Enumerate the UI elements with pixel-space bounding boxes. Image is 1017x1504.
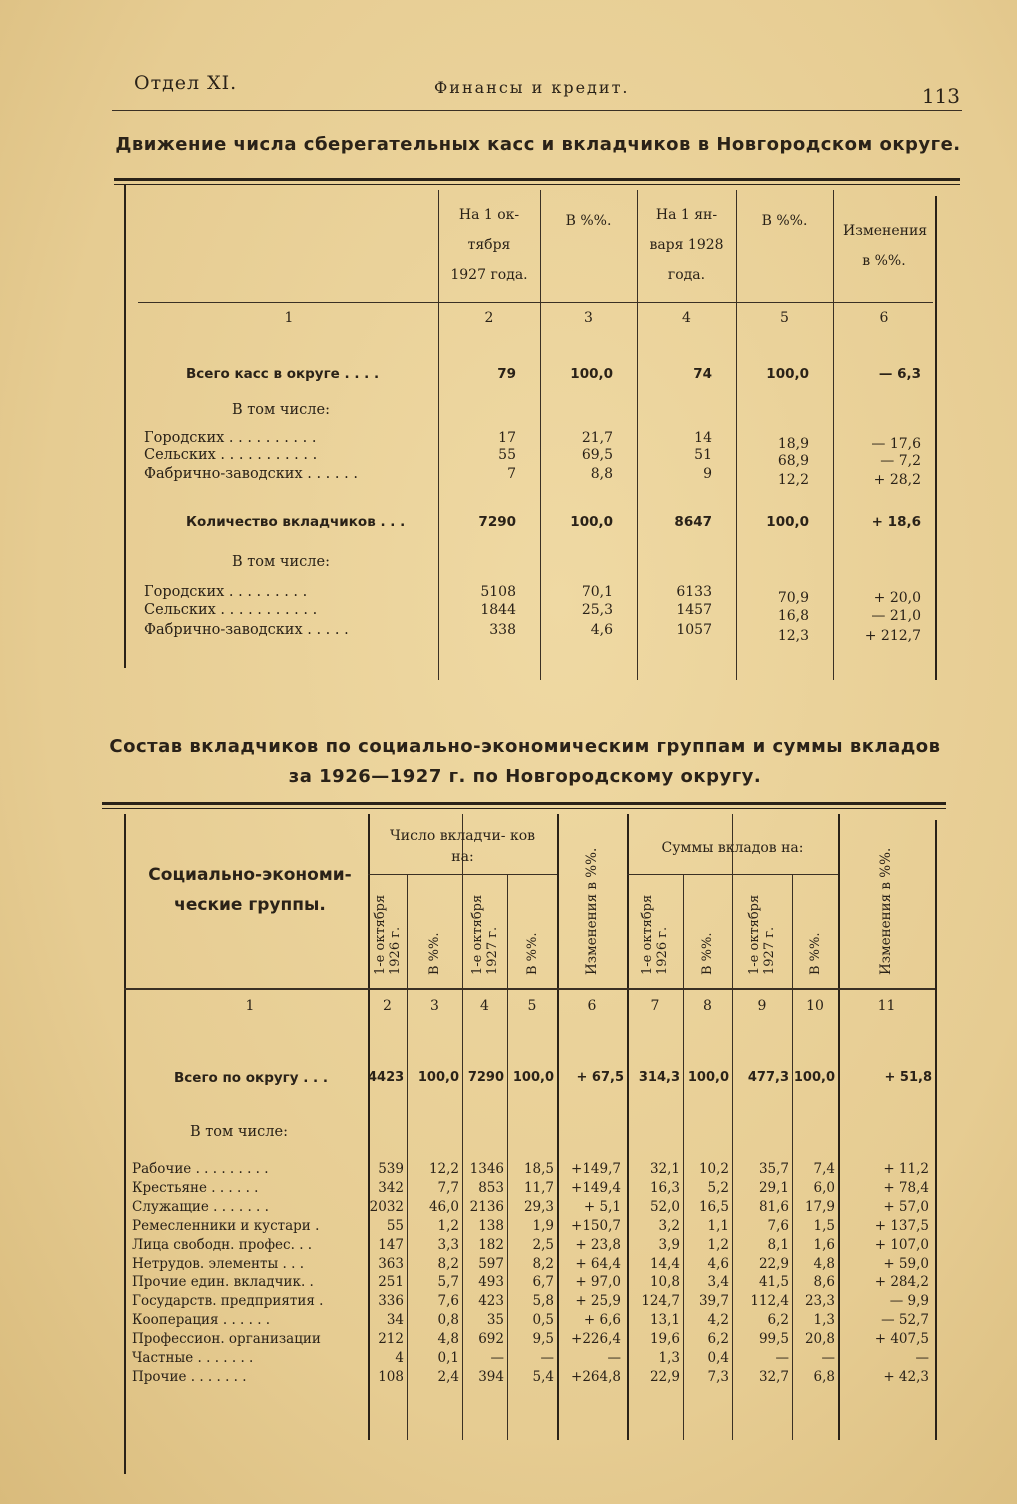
table2-cell: 8,2	[437, 1255, 459, 1272]
table2-cell: 3,9	[658, 1236, 680, 1253]
table2-cell: —	[821, 1350, 835, 1366]
table2-cell: 0,1	[437, 1350, 459, 1366]
table1-cell: 5108	[480, 584, 516, 600]
table1-row-label: Городских . . . . . . . . . .	[144, 430, 317, 446]
table2-cell: + 107,0	[874, 1236, 929, 1253]
table2-cell: 41,5	[758, 1274, 789, 1291]
table2-row-label: Ремесленники и кустари .	[132, 1217, 320, 1234]
table1-col-header: На 1 ян- варя 1928 года.	[649, 207, 724, 283]
table2-vertical-header: 1-е октября 1927 г.	[469, 894, 500, 975]
table2-col-number: 11	[877, 998, 896, 1014]
table2-cell: 4,6	[707, 1255, 729, 1272]
table2-cell: 18,5	[523, 1161, 554, 1177]
table2-cell: 853	[478, 1179, 504, 1196]
table1-cell: 17	[498, 430, 516, 446]
table2-cell: 8,1	[767, 1236, 789, 1253]
table2-row-label: Лица свободн. профес. . .	[132, 1236, 313, 1253]
table1-cell: 1457	[676, 602, 712, 618]
table2-cell: 20,8	[804, 1331, 835, 1348]
table2-cell: +149,7	[571, 1161, 621, 1177]
table1-cell: 68,9	[777, 453, 809, 469]
table2-cell: 493	[478, 1274, 504, 1291]
table2-cell: —	[915, 1350, 929, 1366]
table2-cell: 7,6	[437, 1293, 459, 1310]
table2-right-border	[935, 820, 937, 1440]
table2-cell: 7,7	[437, 1179, 459, 1196]
table2-cell: 3,3	[437, 1236, 459, 1253]
table1-cell: 25,3	[581, 602, 613, 618]
table1-col-number: 3	[584, 310, 593, 326]
table2-cell: 363	[378, 1255, 404, 1272]
table2-cell: 342	[378, 1179, 404, 1196]
table2-cell: 336	[378, 1293, 404, 1310]
table2-cell: 2,5	[532, 1236, 554, 1253]
table2-cell: 8,2	[532, 1255, 554, 1272]
table2-total-cell: + 67,5	[576, 1070, 624, 1085]
table1-cell: 69,5	[581, 447, 613, 463]
table2-cell: +149,4	[571, 1179, 621, 1196]
table2-cell: 8,6	[813, 1274, 835, 1291]
table2-vertical-header: 1-е октября 1926 г.	[372, 894, 403, 975]
table2-vertical-header: В %%.	[700, 932, 715, 975]
table1-cell: 100,0	[570, 514, 613, 530]
table2-cell: 2136	[469, 1198, 504, 1215]
table2-vertical-header: 1-е октября 1926 г.	[640, 894, 670, 975]
table2-cell: 12,2	[428, 1161, 459, 1177]
table1-cell: 100,0	[766, 514, 809, 530]
table2-cell: 539	[378, 1161, 404, 1177]
table2-cell: 17,9	[804, 1198, 835, 1215]
table1-row-label: Количество вкладчиков . . .	[186, 514, 406, 530]
table1-subheading: В том числе:	[232, 402, 330, 418]
table2-col-number: 2	[383, 998, 392, 1014]
table2-group-header: Социально-экономи- ческие группы.	[148, 865, 352, 915]
table2-cell: 7,4	[813, 1161, 835, 1177]
table2-row-label: Государств. предприятия .	[132, 1293, 324, 1310]
table2-cell: 29,3	[523, 1198, 554, 1215]
table2-cell: + 78,4	[883, 1179, 929, 1196]
table2-cell: 39,7	[698, 1293, 729, 1310]
table2-row-label: Частные . . . . . . .	[132, 1350, 254, 1366]
table2-vertical-header: В %%.	[524, 932, 540, 975]
table2-cell: 5,4	[532, 1368, 554, 1385]
table2-cell: 212	[378, 1331, 404, 1348]
table2-cell: 1,3	[813, 1312, 835, 1329]
table1-cell: 338	[489, 622, 516, 638]
table2-col-number: 1	[245, 998, 255, 1014]
table1-cell: 8647	[674, 514, 712, 530]
table2-cell: 2,4	[437, 1368, 459, 1385]
table1-cell: — 7,2	[880, 453, 921, 469]
table1-cell: 7290	[478, 514, 516, 530]
table2-cell: 6,2	[707, 1331, 729, 1348]
table1-cell: 12,3	[777, 628, 809, 644]
table2-cell: 22,9	[649, 1368, 680, 1385]
table1-col-number: 6	[879, 310, 889, 326]
table2-cell: 4	[395, 1350, 404, 1366]
table2-total-label: Всего по округу . . .	[174, 1070, 329, 1086]
table1-cell: 1057	[676, 622, 712, 638]
table1-col-header: Изменения в %%.	[843, 223, 928, 269]
table2-cell: 23,3	[804, 1293, 835, 1310]
table2-cell: 5,8	[532, 1293, 554, 1310]
table2-cell: 16,5	[698, 1198, 729, 1215]
table2-cell: + 407,5	[874, 1331, 929, 1348]
section-label: Отдел XI.	[134, 72, 238, 94]
table2-cell: + 57,0	[883, 1198, 929, 1215]
table2-cell: + 6,6	[583, 1312, 621, 1329]
table1-col-header: В %%.	[761, 213, 808, 229]
table2-col-number: 5	[527, 998, 537, 1014]
table2-cell: — 52,7	[881, 1312, 929, 1329]
table2-cell: —	[490, 1350, 504, 1366]
table2-cell: 597	[478, 1255, 504, 1272]
table2-cell: + 64,4	[575, 1255, 621, 1272]
table2-col-number: 4	[480, 998, 489, 1014]
table2-cell: 14,4	[649, 1255, 680, 1272]
table1-cell: 70,1	[581, 584, 613, 600]
table1-cell: 55	[498, 447, 516, 463]
table2-cell: + 11,2	[883, 1161, 929, 1177]
table2-total-cell: 100,0	[687, 1070, 729, 1085]
table2-cell: 81,6	[758, 1198, 789, 1215]
table2-total-cell: 477,3	[747, 1070, 789, 1085]
table2-cell: 147	[378, 1236, 404, 1253]
table2-vertical-header: В %%.	[807, 932, 823, 975]
table1-row-label: Фабрично-заводских . . . . . .	[144, 466, 358, 482]
table1-cell: + 28,2	[873, 472, 921, 488]
table1-row-label: Городских . . . . . . . . .	[144, 584, 308, 600]
table2-cell: 1346	[469, 1161, 504, 1177]
table2-cell: 6,7	[532, 1274, 554, 1291]
table2-cell: 692	[478, 1331, 504, 1348]
table1-cell: 74	[693, 366, 712, 382]
table2-cell: 182	[478, 1236, 504, 1253]
table2-cell: 34	[386, 1312, 404, 1329]
table1-cell: 51	[694, 447, 712, 463]
table2-vertical-header: Изменения в %%.	[583, 847, 600, 975]
table2-cell: 112,4	[750, 1293, 789, 1310]
table2-cell: + 97,0	[575, 1274, 621, 1291]
page-number: 113	[921, 84, 960, 108]
table2-total-cell: 100,0	[793, 1070, 835, 1085]
table2-row-label: Кооперация . . . . . .	[132, 1312, 271, 1329]
table1-cell: 18,9	[777, 436, 809, 452]
table2-vertical-header: В %%.	[427, 932, 442, 975]
table1-col-number: 1	[284, 310, 294, 326]
table2-cell: 29,1	[758, 1179, 789, 1196]
table2-title-line1: Состав вкладчиков по социально-экономическим группам и суммы вкладов	[109, 736, 941, 757]
table2-cell: 22,9	[758, 1255, 789, 1272]
table2-cell: 0,8	[437, 1312, 459, 1329]
table2-row-label: Профессион. организации	[132, 1331, 321, 1348]
table1-cell: 16,8	[777, 608, 809, 624]
table1-title: Движение числа сберегательных касс и вкладчиков в Новгородском округе.	[115, 134, 961, 155]
table1-row-label: Фабрично-заводских . . . . .	[144, 622, 349, 638]
table2-cell: 251	[378, 1274, 404, 1291]
table2-cell: 423	[478, 1293, 504, 1310]
table2-cell: 46,0	[428, 1198, 459, 1215]
table1-col-number: 5	[780, 310, 789, 326]
table2-cell: 3,2	[658, 1217, 680, 1234]
table1-col-number: 4	[682, 310, 691, 326]
table1-cell: 100,0	[766, 366, 809, 382]
table2-col-number: 3	[430, 998, 439, 1014]
table2-subheading: В том числе:	[190, 1124, 288, 1140]
table2-cell: +264,8	[571, 1368, 621, 1385]
table2-cell: 1,3	[658, 1350, 680, 1366]
table1-cell: 9	[703, 466, 712, 482]
table2-cell: 13,1	[649, 1312, 680, 1329]
table2-row-label: Служащие . . . . . . .	[132, 1198, 269, 1215]
table2-cell: 35,7	[758, 1161, 789, 1177]
table2-cell: 124,7	[641, 1293, 680, 1310]
table2-cell: —	[540, 1350, 554, 1366]
table2-total-cell: 100,0	[512, 1070, 554, 1085]
table1-cell: — 21,0	[871, 608, 921, 624]
table1-cell: 12,2	[777, 472, 809, 488]
table2-cell: 394	[478, 1368, 504, 1385]
table2-cell: 1,2	[707, 1236, 729, 1253]
table2-col-number: 7	[650, 998, 660, 1014]
table2-cell: 19,6	[649, 1331, 680, 1348]
table2-header-rule	[124, 988, 935, 990]
table2-col-number: 8	[703, 998, 712, 1014]
table2-cell: 10,8	[649, 1274, 680, 1291]
table1-cell: 1844	[480, 602, 516, 618]
table1-cell: + 212,7	[864, 628, 921, 644]
table2-total-cell: 100,0	[417, 1070, 459, 1085]
table2-cell: 52,0	[649, 1198, 680, 1215]
table2-cell: + 25,9	[575, 1293, 621, 1310]
table2-cell: 55	[386, 1217, 404, 1234]
table1-cell: 14	[694, 430, 712, 446]
table1-row-label: Сельских . . . . . . . . . . .	[144, 447, 318, 463]
table2-col-number: 10	[806, 998, 824, 1014]
table1-cell: 7	[507, 466, 516, 482]
table1-cell: 8,8	[590, 466, 613, 482]
table2-row-label: Крестьяне . . . . . .	[132, 1179, 259, 1196]
table2-cell: 5,2	[707, 1179, 729, 1196]
table2-cell: 4,8	[813, 1255, 835, 1272]
table2-vertical-header: Изменения в %%.	[878, 847, 894, 975]
table2-total-cell: 7290	[467, 1070, 504, 1085]
topic-label: Финансы и кредит.	[434, 78, 630, 97]
table2-row-label: Прочие един. вкладчик. .	[132, 1274, 314, 1291]
table2-cell: 5,7	[437, 1274, 459, 1291]
table2-cell: —	[775, 1350, 789, 1366]
table1-cell: — 17,6	[871, 436, 921, 452]
table2-cell: + 59,0	[883, 1255, 929, 1272]
table1-cell: 6133	[676, 584, 712, 600]
table2-cell: 0,5	[532, 1312, 554, 1329]
table2-cell: 1,9	[532, 1217, 554, 1234]
table2-sum-header: Суммы вкладов на:	[661, 840, 804, 856]
table2-title-line2: за 1926—1927 г. по Новгородскому округу.	[288, 766, 762, 787]
table1-cell: 100,0	[570, 366, 613, 382]
table1-cell: + 20,0	[873, 590, 921, 606]
table1-cell: — 6,3	[878, 366, 921, 382]
table2-cell: 99,5	[758, 1331, 789, 1348]
table1-cell: 4,6	[590, 622, 613, 638]
table2-col-number: 9	[757, 998, 767, 1014]
table2-cell: 108	[378, 1368, 404, 1385]
table2-cell: 32,7	[758, 1368, 789, 1385]
table2-cell: 16,3	[649, 1179, 680, 1196]
table2-cell: 138	[478, 1217, 504, 1234]
table2-cell: +226,4	[571, 1331, 621, 1348]
table2-cell: 2032	[369, 1198, 404, 1215]
table2-cell: + 284,2	[874, 1274, 929, 1291]
table2-cell: 7,3	[707, 1368, 729, 1385]
table2-col-number: 6	[587, 998, 597, 1014]
table1-cell: + 18,6	[871, 514, 921, 530]
table2-cell: 32,1	[649, 1161, 680, 1177]
table2-cell: 9,5	[532, 1331, 554, 1348]
table1-col-header: В %%.	[565, 213, 612, 229]
table2-row-label: Рабочие . . . . . . . . .	[132, 1161, 269, 1177]
table2-cell: 35	[486, 1312, 504, 1329]
table2-cell: 6,8	[813, 1368, 835, 1385]
table2-count-header: Число вкладчи- ков на:	[389, 828, 536, 865]
table2-cell: 1,5	[813, 1217, 835, 1234]
table2-cell: 4,8	[437, 1331, 459, 1348]
table1-cell: 70,9	[777, 590, 809, 606]
table2-cell: —	[607, 1350, 621, 1366]
table2-cell: +150,7	[571, 1217, 621, 1234]
table2-cell: 11,7	[523, 1179, 554, 1196]
table2-cell: + 42,3	[883, 1368, 929, 1385]
table2-cell: 0,4	[707, 1350, 729, 1366]
table2-row-label: Прочие . . . . . . .	[132, 1368, 247, 1385]
table2-cell: 10,2	[698, 1161, 729, 1177]
table2-vertical-header: 1-е октября 1927 г.	[747, 894, 777, 975]
table1-row-label: Сельских . . . . . . . . . . .	[144, 602, 318, 618]
table2-total-cell: 314,3	[638, 1070, 680, 1085]
table2-cell: 4,2	[707, 1312, 729, 1329]
table2-cell: 1,6	[813, 1236, 835, 1253]
table1-cell: 79	[497, 366, 516, 382]
table2-cell: 6,0	[813, 1179, 835, 1196]
table2-cell: 1,1	[707, 1217, 729, 1234]
table2-cell: 6,2	[767, 1312, 789, 1329]
table2-cell: + 23,8	[575, 1236, 621, 1253]
table2-cell: 3,4	[707, 1274, 729, 1291]
table1-subheading: В том числе:	[232, 554, 330, 570]
table2-total-cell: 4423	[368, 1070, 405, 1085]
table2-cell: + 137,5	[874, 1217, 929, 1234]
table1-row-label: Всего касс в округе . . . .	[186, 366, 380, 382]
table1-col-number: 2	[484, 310, 494, 326]
table2-row-label: Нетрудов. элементы . . .	[132, 1255, 305, 1272]
table1-cell: 21,7	[581, 430, 613, 446]
table2-cell: — 9,9	[889, 1293, 929, 1310]
table2-cell: + 5,1	[583, 1198, 621, 1215]
table1-col-header: На 1 ок- тября 1927 года.	[450, 207, 528, 283]
table2-cell: 7,6	[767, 1217, 789, 1234]
table2-left-border	[124, 814, 126, 1474]
table2-total-cell: + 51,8	[884, 1070, 932, 1085]
table2-cell: 1,2	[437, 1217, 459, 1234]
